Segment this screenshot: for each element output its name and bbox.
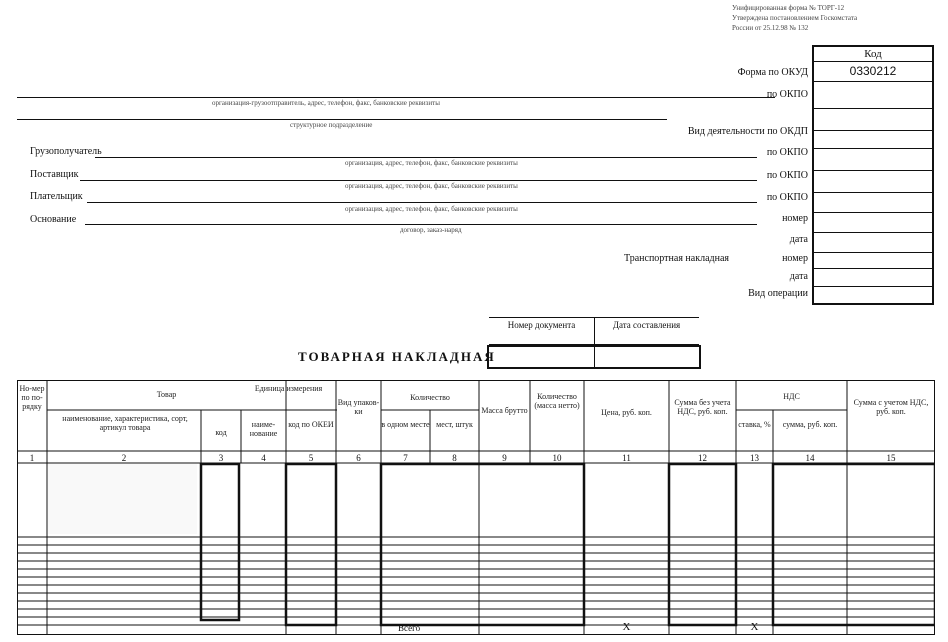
th-goods-code: код xyxy=(215,428,227,437)
dept-caption: структурное подразделение xyxy=(290,121,373,129)
supplier-line[interactable] xyxy=(80,180,757,181)
col-num-4: 4 xyxy=(261,453,266,463)
total-label: Всего xyxy=(398,623,421,633)
operation-type-field[interactable] xyxy=(814,286,932,303)
supplier-caption: организация, адрес, телефон, факс, банковские реквизиты xyxy=(345,182,518,190)
col-num-5: 5 xyxy=(308,453,314,463)
th-pack-type: Вид упаков-ки xyxy=(337,398,380,416)
th-goods-name: наименование, характеристика, сорт, артикул товара xyxy=(62,414,188,432)
basis-caption: договор, заказ-наряд xyxy=(400,226,462,234)
basis-line[interactable] xyxy=(85,224,757,225)
okud-label: Форма по ОКУД xyxy=(737,67,808,78)
consignee-line[interactable] xyxy=(95,157,757,158)
payer-caption: организация, адрес, телефон, факс, банковские реквизиты xyxy=(345,205,518,213)
form-approval: Утверждена постановлением Госкомстата xyxy=(732,14,858,22)
okpo-label-2: по ОКПО xyxy=(766,147,808,158)
number-label-2: номер xyxy=(782,253,808,264)
date-label-1: дата xyxy=(789,234,808,245)
total-vat-rate-x: X xyxy=(750,621,759,633)
basis-number-field[interactable] xyxy=(814,212,932,233)
col-num-6: 6 xyxy=(356,453,361,463)
okud-code-field[interactable]: 0330212 xyxy=(814,61,932,82)
okpo-label-1: по ОКПО xyxy=(766,89,808,100)
doc-number-date-box[interactable] xyxy=(487,345,701,369)
th-unit-name: наиме-нование xyxy=(249,420,278,438)
transport-invoice-label: Транспортная накладная xyxy=(624,253,729,264)
col-num-14: 14 xyxy=(805,453,815,463)
col-num-9: 9 xyxy=(502,453,507,463)
th-vat: НДС xyxy=(783,392,800,401)
transport-date-field[interactable] xyxy=(814,268,932,287)
th-quantity: Количество xyxy=(410,393,450,402)
th-unit-okei: код по ОКЕИ xyxy=(288,420,334,429)
col-num-2: 2 xyxy=(121,453,127,463)
consignee-label: Грузополучатель xyxy=(30,146,102,157)
doc-date-label: Дата составления xyxy=(612,320,681,330)
form-number: Унифицированная форма № ТОРГ-12 xyxy=(732,4,845,12)
th-vat-sum: сумма, руб. коп. xyxy=(782,420,838,429)
okpo-consignee-field[interactable] xyxy=(814,148,932,171)
col-num-3: 3 xyxy=(218,453,224,463)
th-price: Цена, руб. коп. xyxy=(601,408,652,417)
okpo-label-3: по ОКПО xyxy=(766,170,808,181)
payer-line[interactable] xyxy=(87,202,757,203)
doc-box-divider xyxy=(594,347,595,367)
col-num-8: 8 xyxy=(452,453,457,463)
date-label-2: дата xyxy=(789,271,808,282)
col-num-1: 1 xyxy=(29,453,35,463)
th-qty-netto: Количество (масса нетто) xyxy=(534,392,580,410)
okpo-supplier-field[interactable] xyxy=(814,170,932,193)
col-num-10: 10 xyxy=(552,453,562,463)
okdp-label: Вид деятельности по ОКДП xyxy=(687,126,808,137)
supplier-label: Поставщик xyxy=(30,169,79,180)
th-qty-places: мест, штук xyxy=(436,420,473,429)
okpo-shipper-field[interactable] xyxy=(814,81,932,109)
col-num-15: 15 xyxy=(886,453,896,463)
basis-date-field[interactable] xyxy=(814,232,932,253)
code-box-title: Код xyxy=(814,47,932,62)
operation-type-label: Вид операции xyxy=(748,288,808,299)
okpo-payer-field[interactable] xyxy=(814,192,932,213)
th-goods: Товар xyxy=(156,390,177,399)
th-sum-no-vat: Сумма без учета НДС, руб. коп. xyxy=(674,398,731,416)
total-price-x: X xyxy=(622,621,631,633)
payer-label: Плательщик xyxy=(30,191,83,202)
okdp-field[interactable] xyxy=(814,130,932,149)
th-vat-rate: ставка, % xyxy=(738,420,771,429)
doc-number-label: Номер документа xyxy=(507,320,576,330)
th-row-number: Но-мер по по-рядку xyxy=(19,384,45,411)
code-box xyxy=(812,45,934,305)
col-num-12: 12 xyxy=(698,453,707,463)
col-num-13: 13 xyxy=(750,453,759,463)
th-qty-one-place: в одном месте xyxy=(381,420,430,429)
col-num-11: 11 xyxy=(622,453,631,463)
form-approval-date: России от 25.12.98 № 132 xyxy=(732,24,809,32)
basis-label: Основание xyxy=(30,214,77,225)
th-sum-with-vat: Сумма с учетом НДС, руб. коп. xyxy=(853,398,929,416)
shipper-line xyxy=(17,97,775,98)
dept-line xyxy=(17,119,667,120)
number-label-1: номер xyxy=(782,213,808,224)
th-unit: Единица измерения xyxy=(254,384,323,393)
document-title: ТОВАРНАЯ НАКЛАДНАЯ xyxy=(298,349,496,364)
dept-field[interactable] xyxy=(814,108,932,131)
transport-number-field[interactable] xyxy=(814,252,932,269)
okpo-label-4: по ОКПО xyxy=(766,192,808,203)
th-mass-brutto: Масса брутто xyxy=(481,406,528,415)
col-num-7: 7 xyxy=(403,453,408,463)
shipper-caption: организация-грузоотправитель, адрес, телефон, факс, банковские реквизиты xyxy=(212,99,440,107)
consignee-caption: организация, адрес, телефон, факс, банковские реквизиты xyxy=(345,159,518,167)
